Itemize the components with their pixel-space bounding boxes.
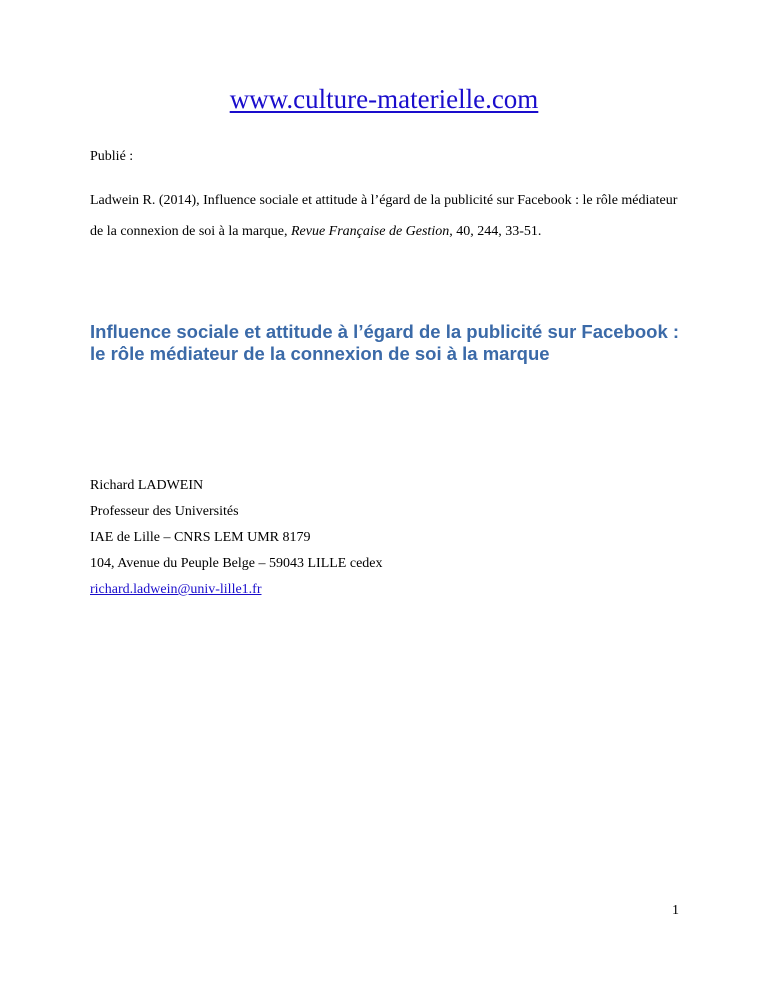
site-link[interactable]: www.culture-materielle.com <box>229 84 539 114</box>
author-position: Professeur des Universités <box>90 504 239 519</box>
page-number: 1 <box>672 903 679 918</box>
citation-text: Ladwein R. (2014), Influence sociale et attitude à l’égard de la publicité sur Facebook : le rôle médiateur de la connexion de soi à la marque, <box>90 193 678 239</box>
published-label: Publié : <box>90 149 134 164</box>
author-name: Richard LADWEIN <box>90 478 204 493</box>
author-block <box>90 473 383 603</box>
author-address: 104, Avenue du Peuple Belge – 59043 LILLE cedex <box>90 556 383 571</box>
paper-title: Influence sociale et attitude à l’égard de la publicité sur Facebook : le rôle médiateur de la connexion de soi à la marque <box>90 321 680 364</box>
author-affiliation: IAE de Lille – CNRS LEM UMR 8179 <box>90 530 311 545</box>
citation-volume: , 40, 244, 33-51. <box>449 224 542 239</box>
author-email-link[interactable]: richard.ladwein@univ-lille1.fr <box>90 582 262 597</box>
citation <box>90 185 690 247</box>
citation-journal: Revue Française de Gestion <box>290 224 450 239</box>
